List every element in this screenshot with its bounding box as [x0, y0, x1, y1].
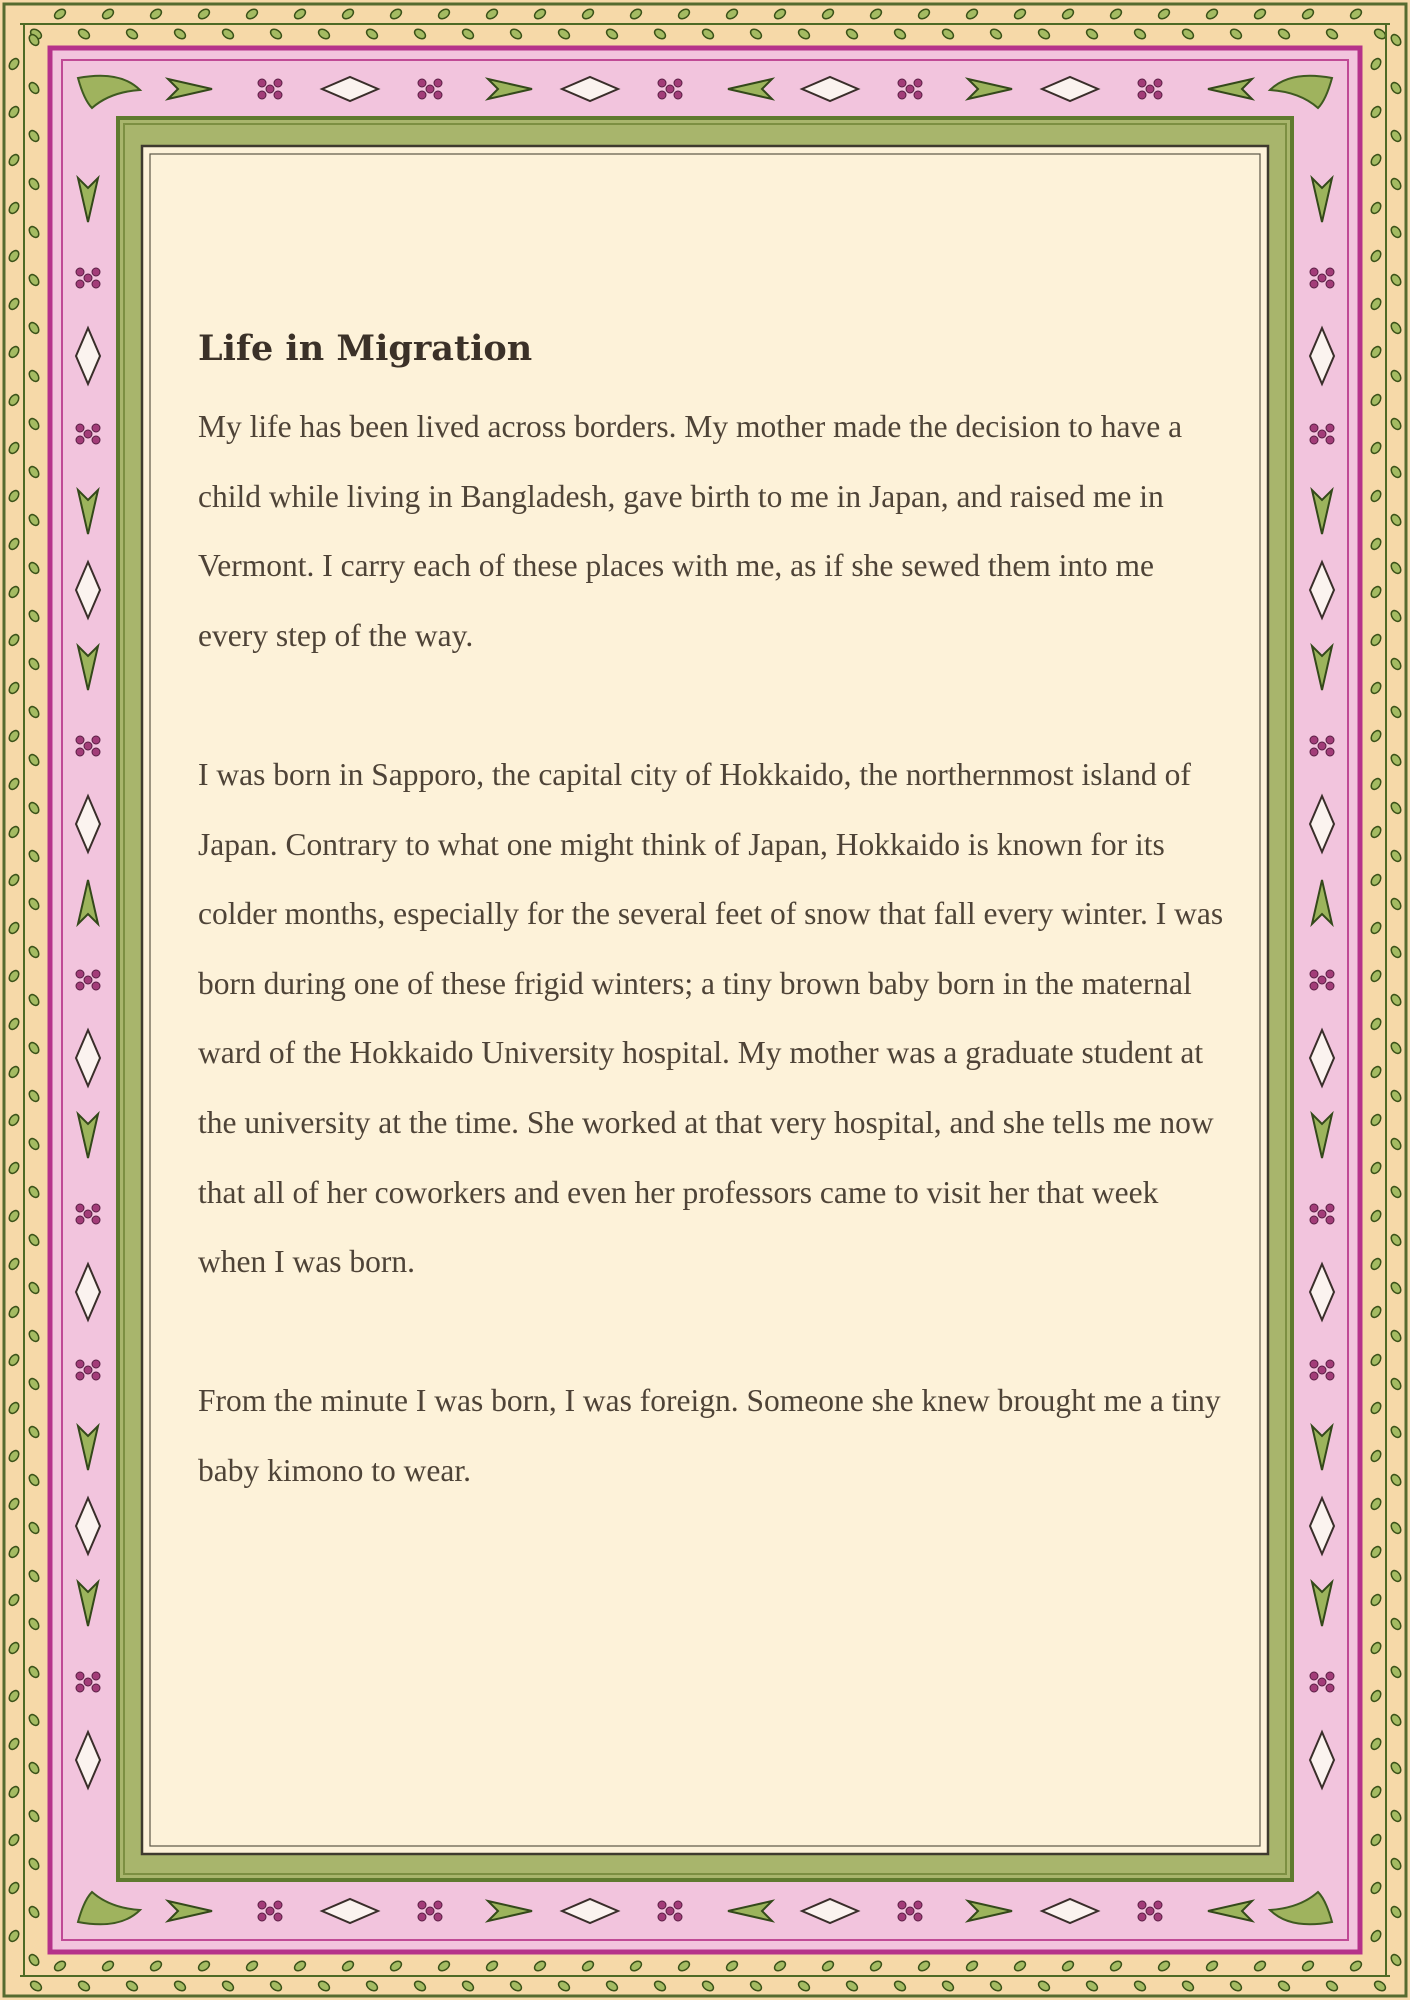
page-title: Life in Migration	[198, 328, 533, 369]
document-body	[198, 320, 1228, 1575]
paragraph-1: My life has been lived across borders. My mother made the decision to have a child while living in Bangladesh, gave birth to me in Japan, and raised me in Vermont. I carry each of these places with me, as if she sewed them into me every step of the way.	[198, 409, 1183, 653]
paragraph-2: I was born in Sapporo, the capital city of Hokkaido, the northernmost island of Japan. Contrary to what one might think of Japan, Hokkaido is known for its colder months, especially for the several feet of snow that fall every winter. I was born during one of these frigid winters; a tiny brown baby born in the maternal ward of the Hokkaido University hospital. My mother was a graduate student at the university at the time. She worked at that very hospital, and she tells me now that all of her coworkers and even her professors came to visit her that week when I was born.	[198, 756, 1224, 1280]
paragraph-3: From the minute I was born, I was foreign. Someone she knew brought me a tiny baby kimono to wear.	[198, 1383, 1221, 1488]
